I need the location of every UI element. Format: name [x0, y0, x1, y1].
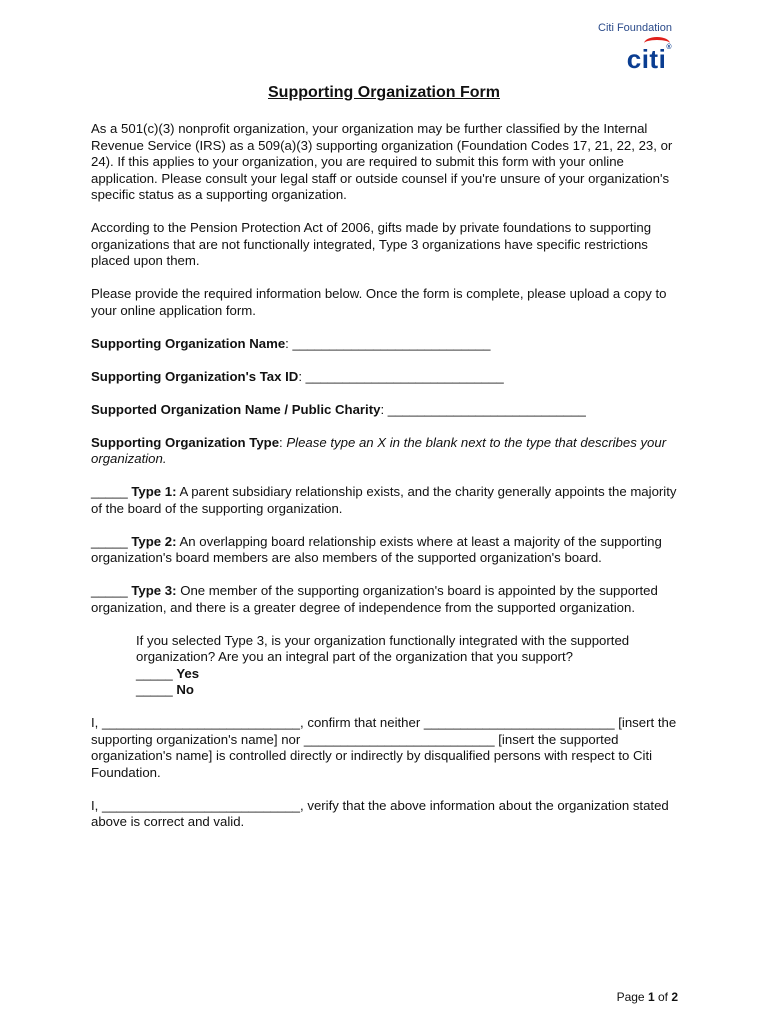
of-word: of [654, 990, 672, 1004]
confirmation-statement[interactable]: I, ___________________________, confirm that neither __________________________ [insert the supporting organization's name] nor __________________________ [insert the supported organization's name] is controlled directly or indirectly by disqualified persons with respect to Citi Foundation. [91, 715, 677, 780]
type-1-blank[interactable]: _____ [91, 484, 128, 499]
yes-option [136, 666, 686, 683]
form-body [91, 121, 686, 831]
field-supporting-org-name [91, 336, 686, 353]
logo-arc-icon [644, 37, 670, 50]
verification-statement[interactable]: I, ___________________________, verify that the above information about the organization stated above is correct and valid. [91, 797, 669, 829]
org-type-separator: : [279, 434, 287, 450]
registered-mark: ® [666, 44, 672, 51]
org-type-label: Supporting Organization Type [91, 434, 280, 450]
intro-paragraph-1: As a 501(c)(3) nonprofit organization, your organization may be further classified by the Internal Revenue Service (IRS) as a 509(a)(3) supporting organization (Foundation Codes 17, 21, 22, 23, or 24). If this applies to your organization, you are required to submit this form with your online application. Please consult your legal staff or outside counsel if you're unsure of your organization's specific status as a supporting organization. [91, 121, 673, 202]
page-word: Page [616, 990, 648, 1004]
field-tax-id [91, 369, 686, 386]
org-name: Citi Foundation [598, 22, 672, 34]
field-separator: : [298, 368, 306, 384]
no-blank[interactable]: _____ [136, 682, 173, 697]
type-1-option [91, 484, 686, 517]
supporting-org-name-blank[interactable]: ___________________________ [292, 335, 491, 351]
field-label: Supporting Organization Name [91, 335, 286, 351]
total-pages: 2 [671, 990, 678, 1004]
type-1-description: A parent subsidiary relationship exists, and the charity generally appoints the majority of the board of the supporting organization. [91, 484, 677, 516]
field-label: Supporting Organization's Tax ID [91, 368, 299, 384]
page-title: Supporting Organization Form [268, 84, 500, 101]
current-page: 1 [647, 990, 655, 1004]
type-3-blank[interactable]: _____ [91, 583, 128, 598]
type-1-label: Type 1: [131, 484, 177, 499]
field-label: Supported Organization Name / Public Charity [91, 401, 381, 417]
type-2-option [91, 534, 686, 567]
type-2-description: An overlapping board relationship exists where at least a majority of the supporting organization's board members are also members of the supported organization's board. [91, 533, 662, 565]
brand-text: citi [626, 44, 667, 74]
type-3-label: Type 3: [131, 583, 177, 598]
yes-blank[interactable]: _____ [136, 665, 173, 681]
citi-logo [598, 44, 672, 75]
field-supported-org-name [91, 402, 686, 419]
type-3-question: If you selected Type 3, is your organization functionally integrated with the supported organization? Are you an integral part of the organization that you support? [136, 632, 630, 664]
field-separator: : [285, 335, 293, 351]
no-label: No [176, 682, 194, 697]
supported-org-name-blank[interactable]: ___________________________ [387, 401, 586, 417]
org-type-heading [91, 435, 686, 468]
no-option [136, 682, 686, 699]
intro-paragraph-3: Please provide the required information below. Once the form is complete, please upload a copy to your online application form. [91, 286, 667, 318]
type-2-blank[interactable]: _____ [91, 533, 128, 549]
type-2-label: Type 2: [131, 533, 177, 549]
type-3-followup [91, 633, 686, 699]
type-3-description: One member of the supporting organization's board is appointed by the supported organization, and there is a greater degree of independence from the supported organization. [91, 583, 658, 615]
yes-label: Yes [176, 665, 200, 681]
page-number [617, 990, 678, 1004]
intro-paragraph-2: According to the Pension Protection Act of 2006, gifts made by private foundations to supporting organizations that are not functionally integrated, Type 3 organizations have specific restrictions placed upon them. [91, 220, 652, 268]
citi-foundation-logo [598, 22, 672, 75]
field-separator: : [380, 401, 388, 417]
tax-id-blank[interactable]: ___________________________ [305, 368, 504, 384]
type-3-option [91, 583, 686, 616]
org-type-instruction: Please type an X in the blank next to the type that describes your organization. [91, 434, 667, 466]
